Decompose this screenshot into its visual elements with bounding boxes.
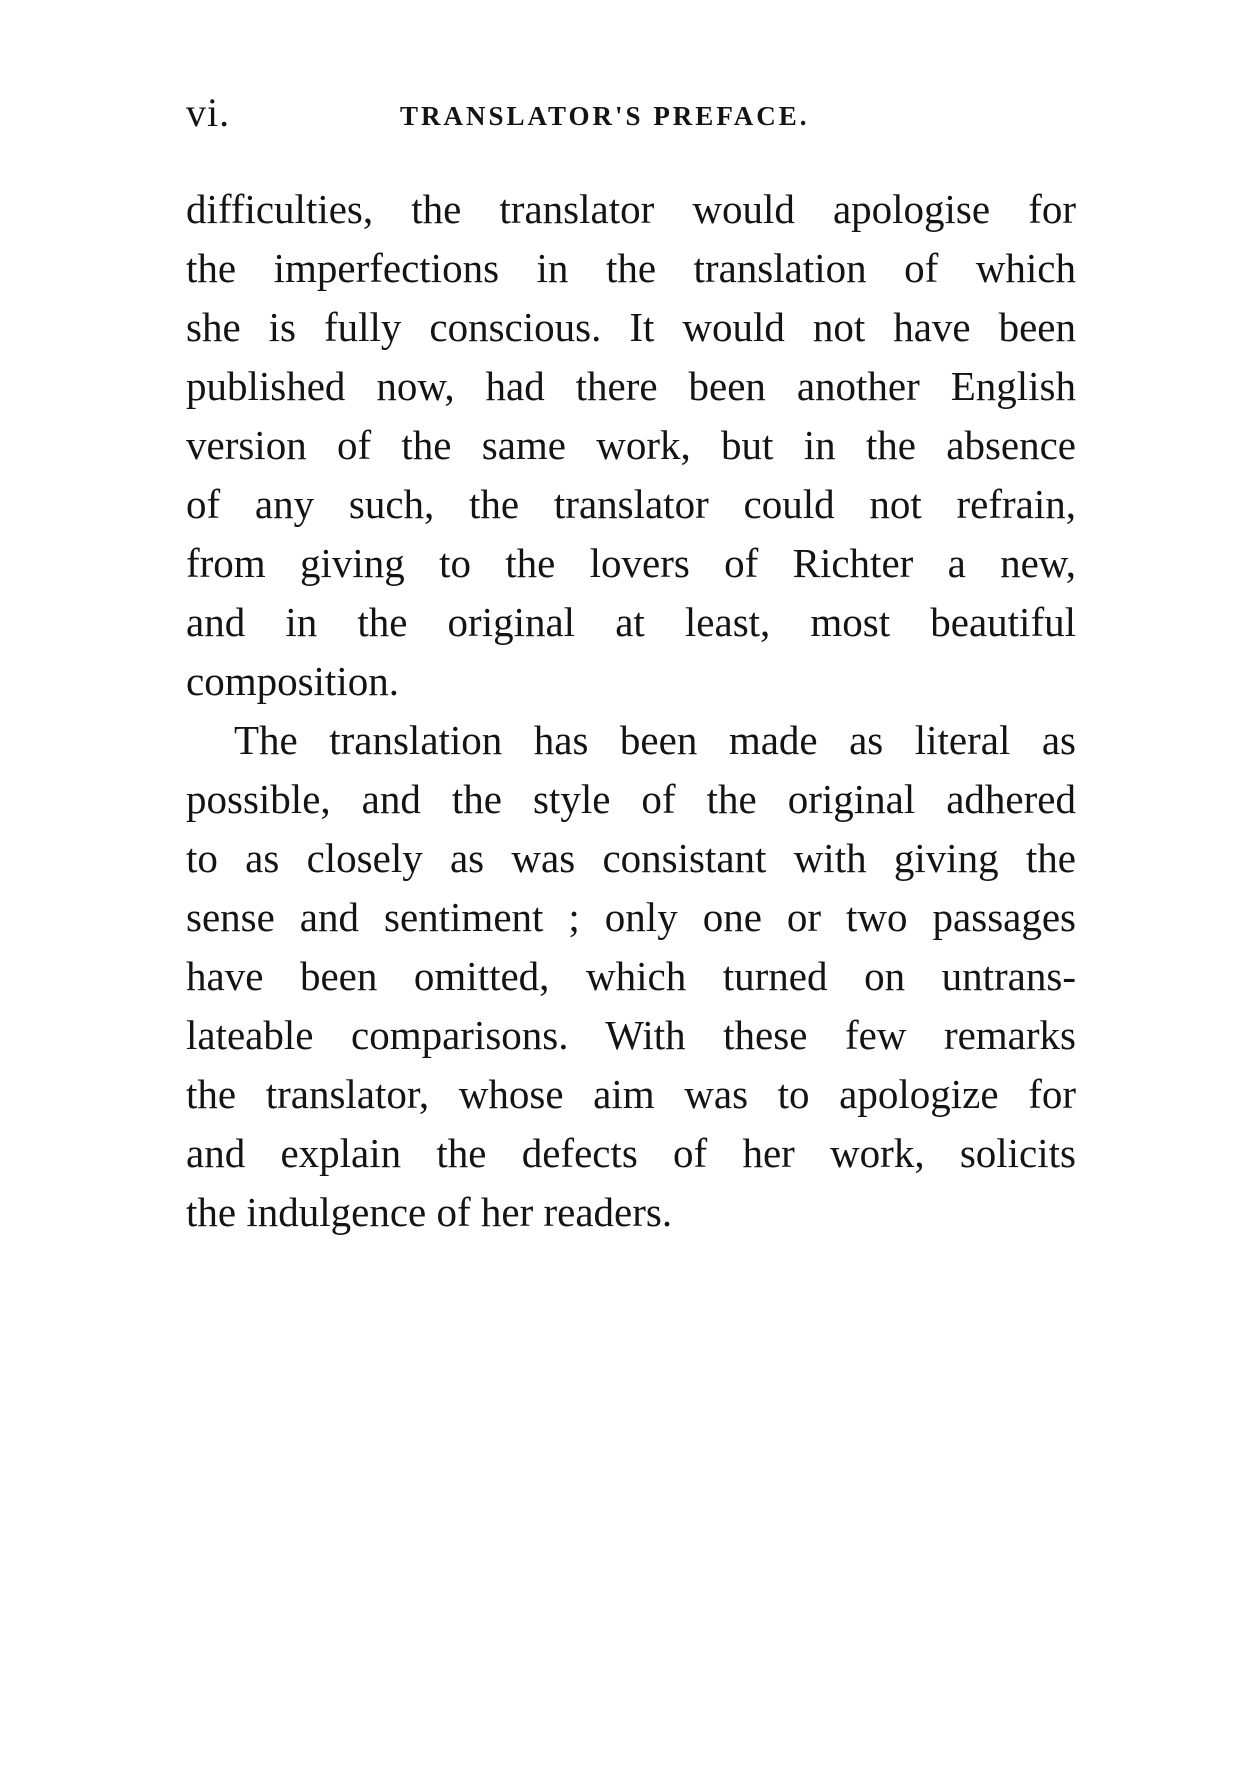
text-line: the translator, whose aim was to apologize for bbox=[186, 1071, 1076, 1117]
text-line: to as closely as was consistant with giving the bbox=[186, 835, 1076, 881]
text-line: sense and sentiment ; only one or two passages bbox=[186, 894, 1076, 940]
text-line: The translation has been made as literal as bbox=[234, 717, 1076, 763]
text-line: from giving to the lovers of Richter a new, bbox=[186, 540, 1076, 586]
paragraph-continuation bbox=[186, 180, 1076, 711]
text-line: possible, and the style of the original adhered bbox=[186, 776, 1076, 822]
text-line: and in the original at least, most beautiful bbox=[186, 599, 1076, 645]
text-line: the imperfections in the translation of which bbox=[186, 245, 1076, 291]
text-line: version of the same work, but in the absence bbox=[186, 422, 1076, 468]
body-text bbox=[186, 180, 1076, 1242]
running-title: TRANSLATOR'S PREFACE. bbox=[400, 101, 810, 131]
text-line: difficulties, the translator would apologise for bbox=[186, 186, 1076, 232]
text-line: she is fully conscious. It would not have been bbox=[186, 304, 1076, 350]
text-line: and explain the defects of her work, solicits bbox=[186, 1130, 1076, 1176]
text-line: have been omitted, which turned on untrans- bbox=[186, 953, 1076, 999]
paragraph-translation-note bbox=[186, 711, 1076, 1242]
running-head bbox=[186, 88, 1076, 138]
text-line: published now, had there been another English bbox=[186, 363, 1076, 409]
text-line: lateable comparisons. With these few remarks bbox=[186, 1012, 1076, 1058]
page-number: vi. bbox=[186, 90, 231, 135]
text-line: of any such, the translator could not refrain, bbox=[186, 481, 1076, 527]
text-line: composition. bbox=[186, 658, 399, 704]
text-line: the indulgence of her readers. bbox=[186, 1189, 673, 1235]
